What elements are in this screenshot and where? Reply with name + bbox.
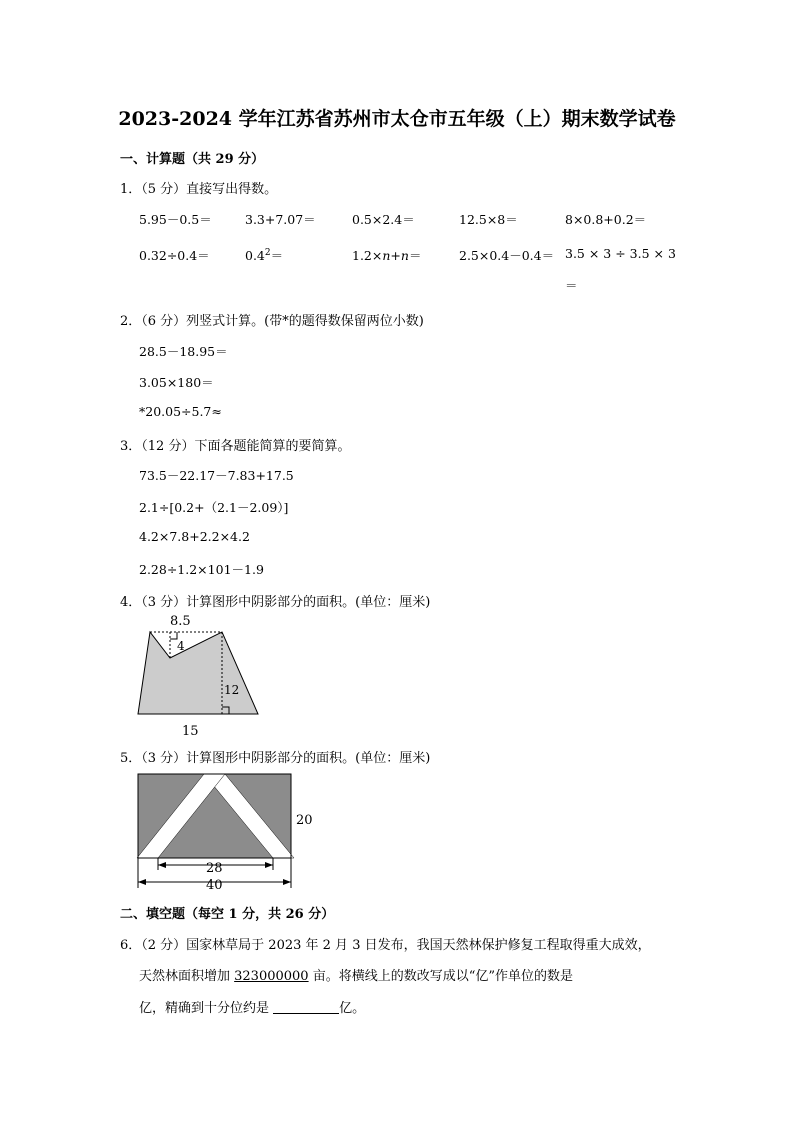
q1-item: 8×0.8+0.2＝ (565, 212, 647, 227)
q4-label-inner: 4 (177, 639, 185, 653)
q3-item: 4.2×7.8+2.2×4.2 (139, 529, 250, 544)
q4-label-height: 12 (224, 683, 240, 697)
q5-arrow (138, 879, 146, 885)
q5-figure (130, 770, 320, 892)
q2-item: 28.5－18.95＝ (139, 344, 228, 359)
q4-shaded-region (138, 632, 258, 714)
q2-item: *20.05÷5.7≈ (139, 404, 222, 419)
question-6-line2: 天然林面积增加 323000000 亩。将横线上的数改写成以“亿”作单位的数是 (139, 969, 574, 984)
q1-item: 2.5×0.4－0.4＝ (459, 248, 555, 263)
question-6-line3: 亿，精确到十分位约是 亿。 (139, 1001, 366, 1016)
q1-item: 3.3+7.07＝ (245, 212, 316, 227)
q1-item-power: $0.4^2=$ (245, 247, 284, 263)
question-5-stem: 5．（3 分）计算图形中阴影部分的面积。(单位：厘米) (120, 751, 431, 766)
q1-item-wrap: ＝ (565, 278, 578, 293)
q3-item: 2.28÷1.2×101－1.9 (139, 562, 264, 577)
q5-arrow (158, 862, 166, 868)
section-heading-fill-in: 二、填空题（每空 1 分，共 26 分） (120, 907, 335, 922)
question-6-line1: 6．（2 分）国家林草局于 2023 年 2 月 3 日发布，我国天然林保护修复工程取得重大成效， (120, 938, 651, 953)
q6-underlined-number: 323000000 (234, 969, 309, 984)
q1-item: 0.32÷0.4＝ (139, 248, 210, 263)
q1-item-variable: 1.2×n+n＝ (352, 248, 422, 263)
question-4-stem: 4．（3 分）计算图形中阴影部分的面积。(单位：厘米) (120, 595, 431, 610)
q3-item: 2.1÷[0.2+（2.1－2.09）] (139, 500, 289, 515)
q4-label-bottom: 15 (182, 724, 199, 739)
q4-label-top: 8.5 (170, 614, 191, 629)
q1-item: 3.5 × 3 ÷ 3.5 × 3 (565, 246, 676, 261)
q5-arrow (265, 862, 273, 868)
question-1-stem: 1．（5 分）直接写出得数。 (120, 182, 278, 197)
q5-arrow (283, 879, 291, 885)
q5-label-inner: 28 (206, 861, 223, 876)
q1-item: 12.5×8＝ (459, 212, 518, 227)
section-heading-calculation: 一、计算题（共 29 分） (120, 152, 265, 167)
q3-item: 73.5－22.17－7.83+17.5 (139, 468, 294, 483)
q4-right-angle-mark (170, 632, 177, 639)
q6-answer-blank[interactable] (273, 1000, 339, 1014)
q2-item: 3.05×180＝ (139, 375, 214, 390)
question-2-stem: 2．（6 分）列竖式计算。(带*的题得数保留两位小数) (120, 314, 424, 329)
q5-label-height: 20 (296, 813, 313, 828)
q5-label-outer: 40 (206, 878, 223, 892)
q4-figure (130, 612, 270, 740)
q1-item: 5.95－0.5＝ (139, 212, 212, 227)
page-title: 2023-2024 学年江苏省苏州市太仓市五年级（上）期末数学试卷 (118, 108, 676, 130)
q1-item: 0.5×2.4＝ (352, 212, 415, 227)
question-3-stem: 3．（12 分）下面各题能简算的要简算。 (120, 439, 351, 454)
